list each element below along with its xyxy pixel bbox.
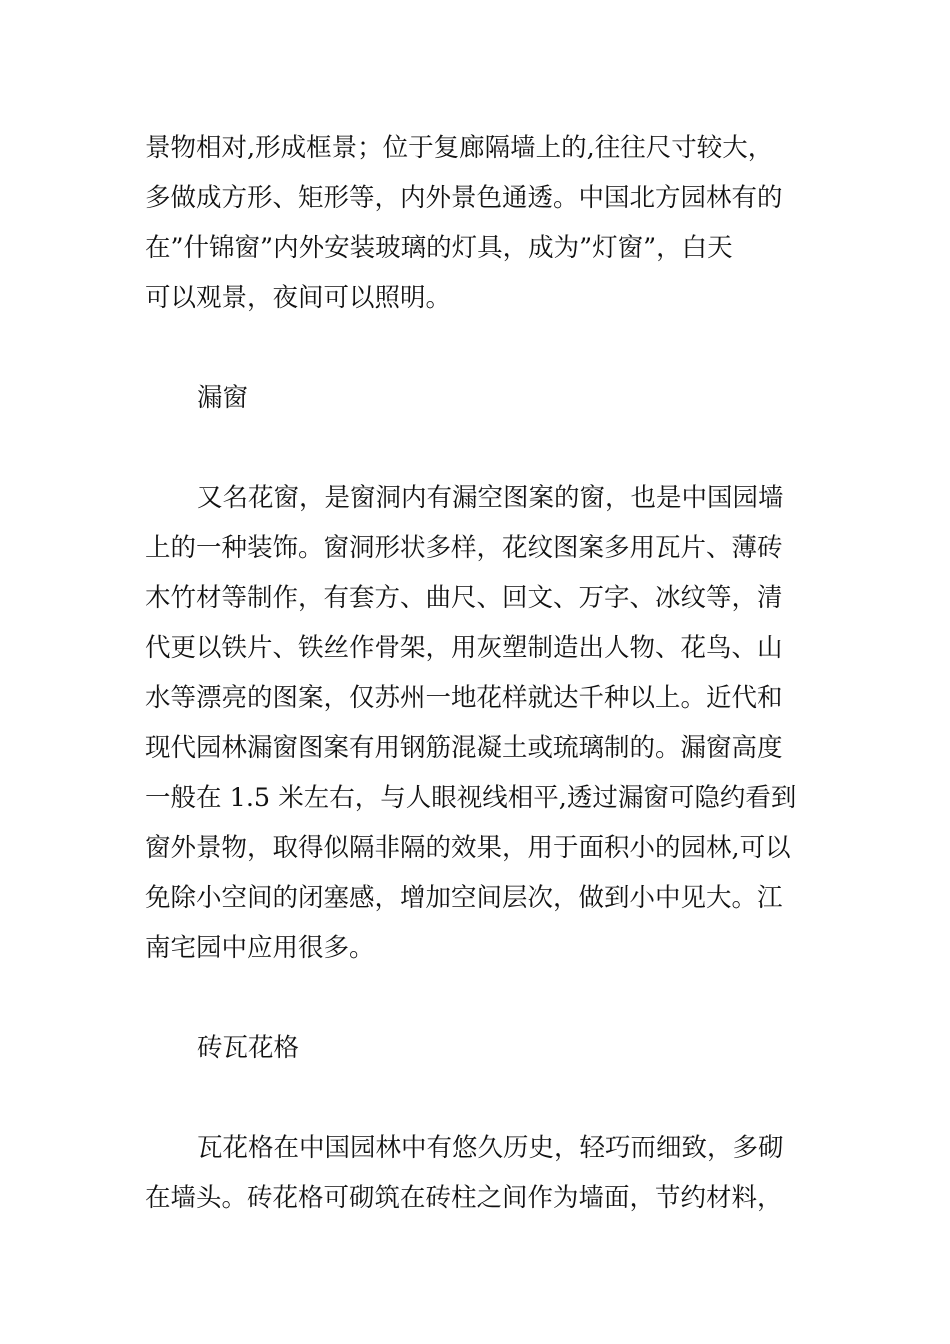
paragraph-2-line-8: 窗外景物，取得似隔非隔的效果，用于面积小的园林,可以 (145, 833, 791, 863)
paragraph-2-line-9: 免除小空间的闭塞感，增加空间层次，做到小中见大。江 (145, 883, 783, 913)
paragraph-2-line-7: 一般在 1.5 米左右，与人眼视线相平,透过漏窗可隐约看到 (145, 783, 797, 813)
paragraph-2-line-6: 现代园林漏窗图案有用钢筋混凝土或琉璃制的。漏窗高度 (145, 733, 783, 763)
paragraph-2-line-2: 上的一种装饰。窗洞形状多样，花纹图案多用瓦片、薄砖 (145, 533, 783, 563)
paragraph-2-line-5: 水等漂亮的图案，仅苏州一地花样就达千种以上。近代和 (145, 683, 783, 713)
paragraph-2-line-4: 代更以铁片、铁丝作骨架，用灰塑制造出人物、花鸟、山 (145, 633, 783, 663)
section-heading-louchuang: 漏窗 (197, 383, 249, 413)
section-heading-zhuanwa-huage: 砖瓦花格 (197, 1033, 300, 1063)
paragraph-2-line-10: 南宅园中应用很多。 (145, 933, 375, 963)
paragraph-1-line-4: 可以观景，夜间可以照明。 (145, 283, 452, 313)
paragraph-1-line-2: 多做成方形、矩形等，内外景色通透。中国北方园林有的 (145, 183, 783, 213)
paragraph-3-line-1: 瓦花格在中国园林中有悠久历史，轻巧而细致，多砌 (197, 1133, 784, 1163)
paragraph-3-line-2: 在墙头。砖花格可砌筑在砖柱之间作为墙面，节约材料， (145, 1183, 783, 1213)
paragraph-1-line-1: 景物相对,形成框景；位于复廊隔墙上的,往往尺寸较大， (145, 133, 774, 163)
paragraph-2-line-1: 又名花窗，是窗洞内有漏空图案的窗，也是中国园墙 (197, 483, 784, 513)
paragraph-2-line-3: 木竹材等制作，有套方、曲尺、回文、万字、冰纹等，清 (145, 583, 783, 613)
paragraph-1-line-3: 在”什锦窗”内外安装玻璃的灯具，成为”灯窗”，白天 (145, 233, 733, 263)
